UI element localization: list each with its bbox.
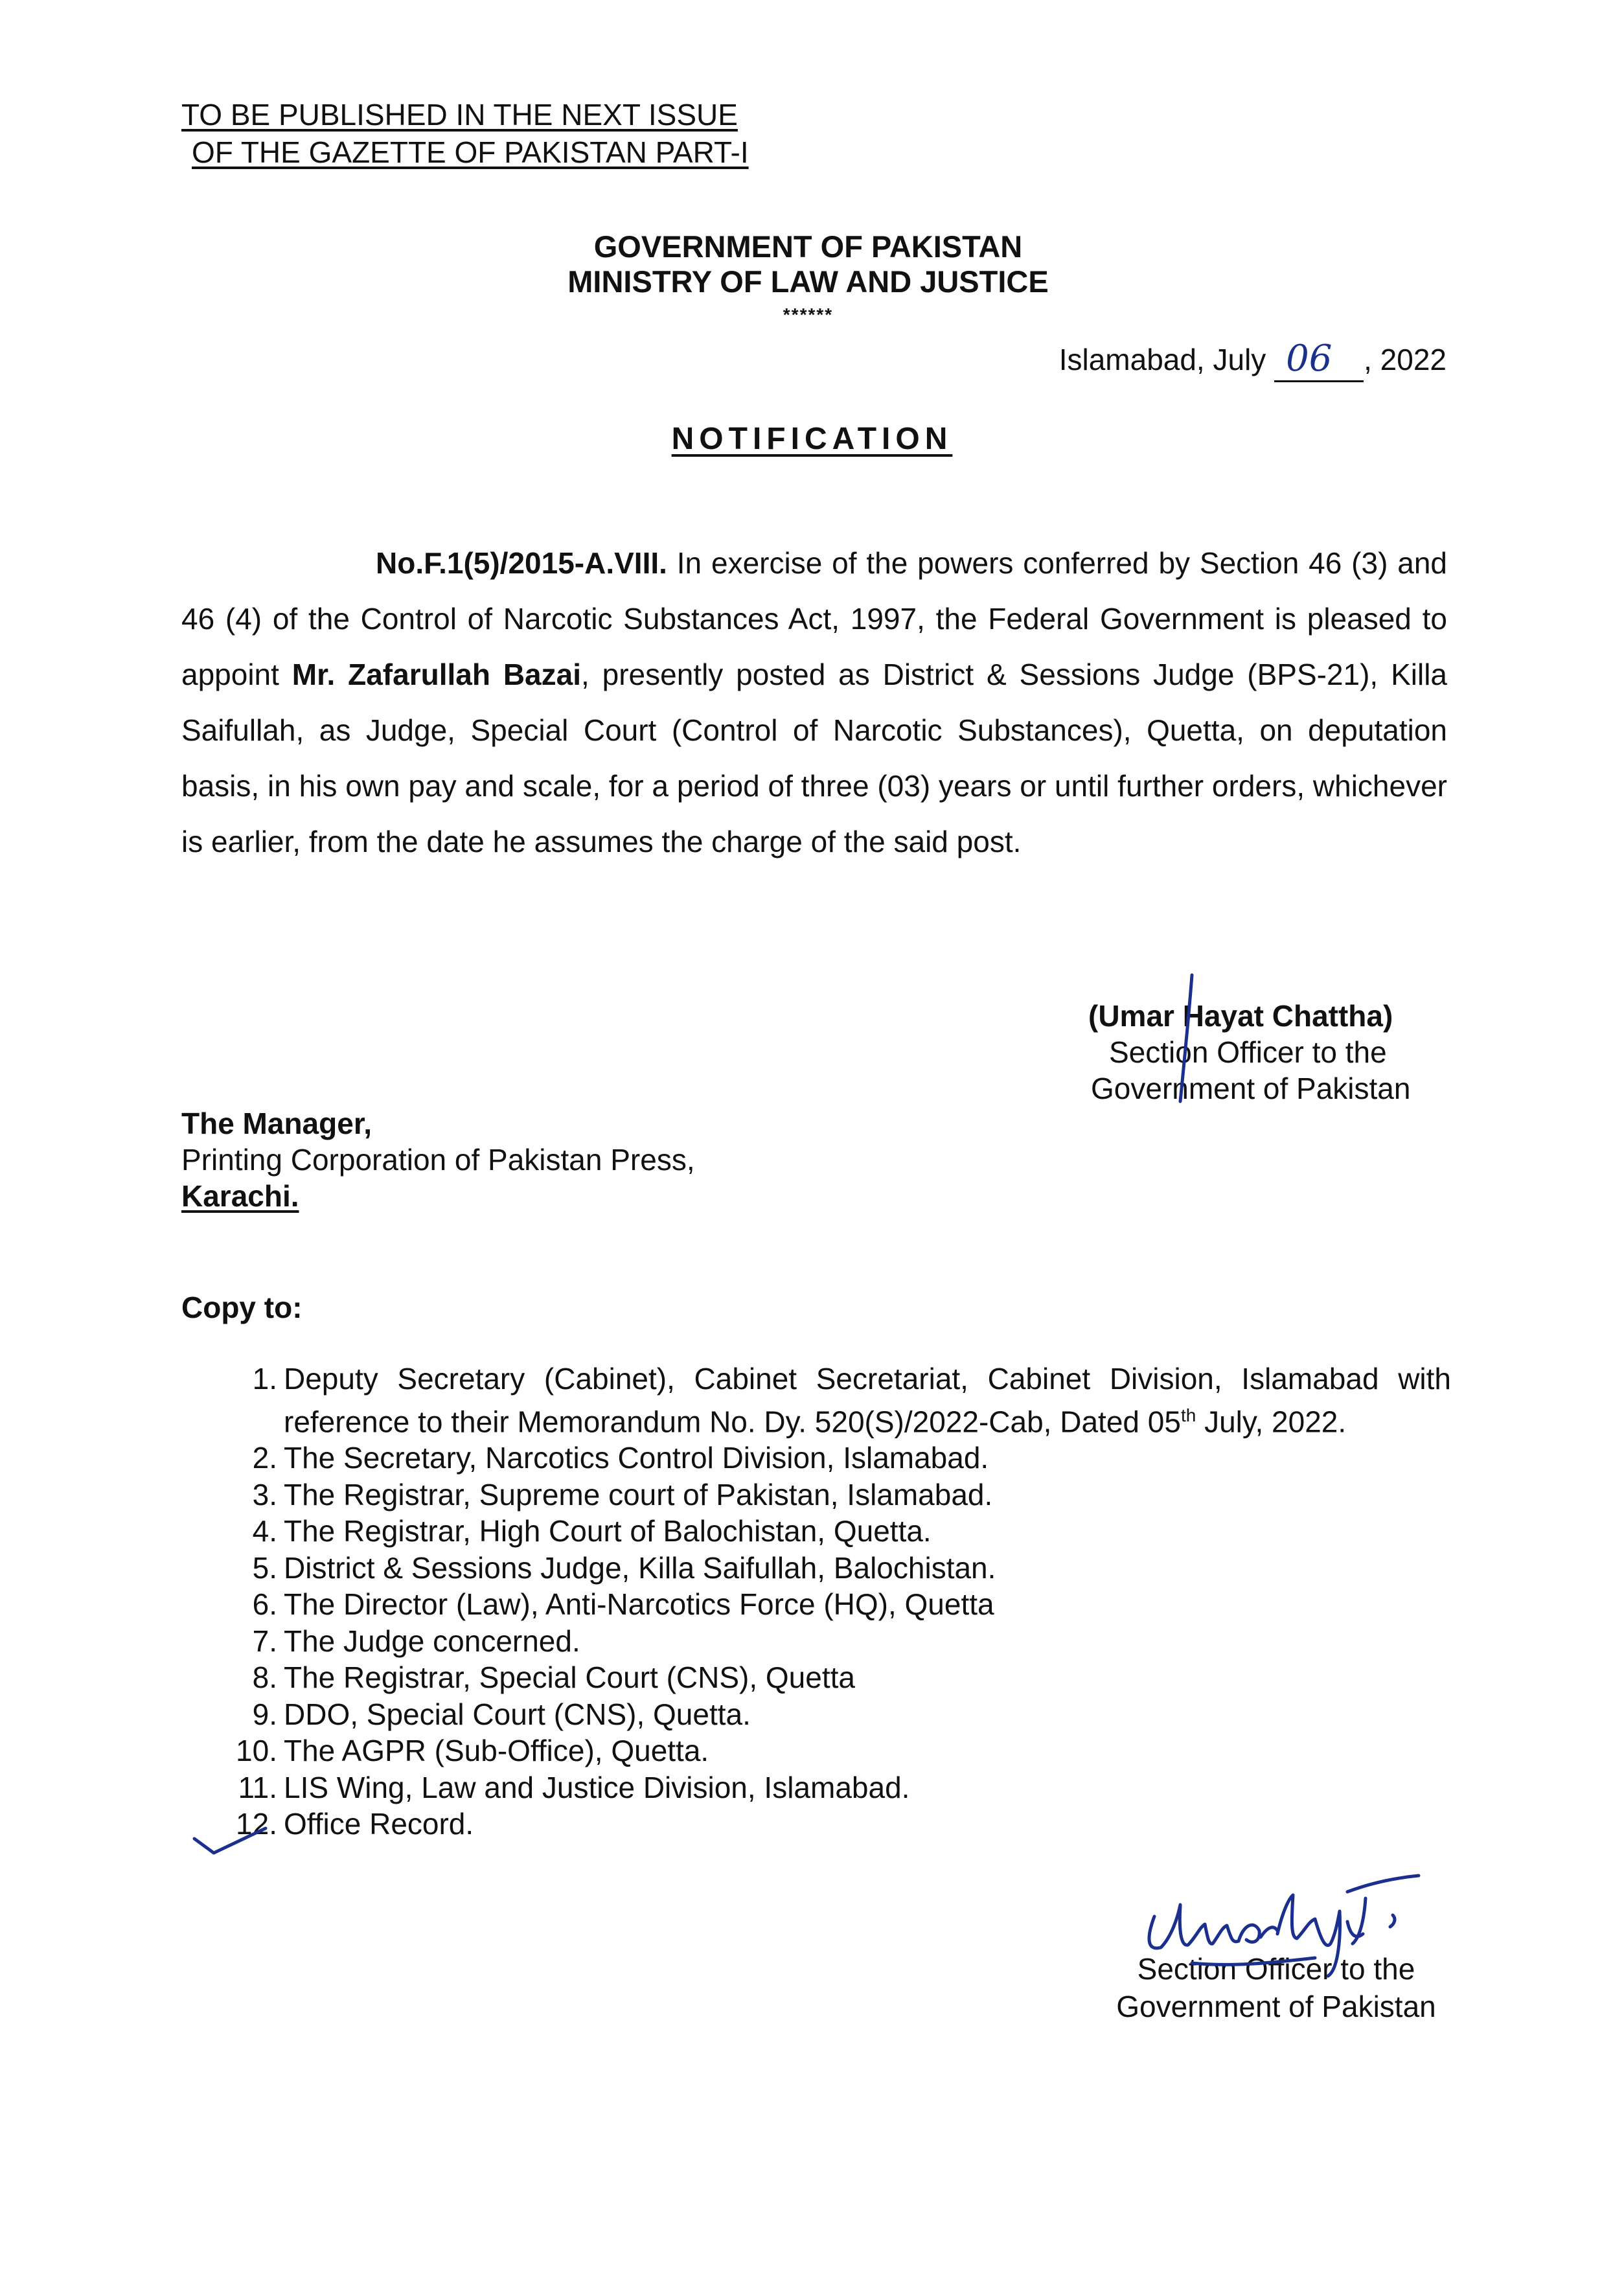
body-text-part2: , presently posted as District & Sessions Judge (BPS-21), Killa Saifullah, as Judge, Special Court (Control of Narcotic Substances), Quetta, on deputation basis, in his own pay and scale, for a period of three (03) years or until further orders, whichever is earlier, from the date he assumes the charge of the said post. xyxy=(181,658,1448,858)
list-item: 4. The Registrar, High Court of Balochistan, Quetta. xyxy=(252,1514,932,1548)
dateline-prefix: Islamabad, July xyxy=(1058,343,1266,376)
final-signature-title-line2: Government of Pakistan xyxy=(1116,1990,1436,2023)
signatory-title-line1: Section Officer to the xyxy=(1109,1035,1387,1069)
dateline-year: , 2022 xyxy=(1364,343,1447,376)
list-item: 1. Deputy Secretary (Cabinet), Cabinet Secretariat, Cabinet Division, Islamabad with reference to their Memorandum No. Dy. 520(S)/2022-Cab, Dated 05th July, 2022. xyxy=(252,1362,1451,1438)
dateline xyxy=(1059,337,1447,382)
notification-title: NOTIFICATION xyxy=(671,422,953,456)
publish-notice-line2: OF THE GAZETTE OF PAKISTAN PART-I xyxy=(192,135,749,169)
reference-number: No.F.1(5)/2015-A.VIII. xyxy=(376,546,667,580)
list-item: 10. The AGPR (Sub-Office), Quetta. xyxy=(236,1734,709,1768)
body-text-part1: In exercise of the powers conferred by Section 46 (3) and 46 (4) of the Control of Narcotic Substances Act, 1997, the Federal Government is pleased to appoint xyxy=(181,546,1447,691)
publish-notice-line1: TO BE PUBLISHED IN THE NEXT ISSUE xyxy=(181,98,738,132)
signatory-block xyxy=(1088,998,1451,1107)
list-item: 12. Office Record. xyxy=(236,1807,474,1841)
copy-to-list xyxy=(220,1361,1451,1843)
appointee-name: Mr. Zafarullah Bazai xyxy=(292,658,581,691)
addressee-city: Karachi. xyxy=(181,1179,299,1213)
handwritten-day: 06 xyxy=(1286,338,1332,380)
list-item: 8. The Registrar, Special Court (CNS), Quetta xyxy=(252,1661,855,1695)
separator-stars: ****** xyxy=(783,305,834,325)
government-heading: GOVERNMENT OF PAKISTAN xyxy=(593,229,1023,264)
list-item: 7. The Judge concerned. xyxy=(252,1624,580,1658)
signatory-title-line2: Government of Pakistan xyxy=(1091,1072,1411,1105)
list-item: 9. DDO, Special Court (CNS), Quetta. xyxy=(252,1697,751,1731)
final-signature-block xyxy=(1082,1950,1470,2025)
date-blank xyxy=(1274,338,1364,382)
list-item: 11. LIS Wing, Law and Justice Division, Islamabad. xyxy=(238,1770,910,1804)
notification-body xyxy=(181,535,1447,869)
addressee-block xyxy=(181,1105,695,1214)
list-item: 2. The Secretary, Narcotics Control Division, Islamabad. xyxy=(252,1441,989,1475)
list-item: 3. The Registrar, Supreme court of Pakistan, Islamabad. xyxy=(252,1477,993,1512)
addressee-line2: Printing Corporation of Pakistan Press, xyxy=(181,1143,695,1177)
list-item: 5. District & Sessions Judge, Killa Saifullah, Balochistan. xyxy=(252,1550,996,1585)
signatory-name: (Umar Hayat Chattha) xyxy=(1088,999,1393,1033)
addressee-line1: The Manager, xyxy=(181,1107,372,1140)
list-item: 6. The Director (Law), Anti-Narcotics Force (HQ), Quetta xyxy=(252,1587,994,1622)
final-signature-title-line1: Section Officer to the xyxy=(1137,1952,1415,1986)
ministry-heading: MINISTRY OF LAW AND JUSTICE xyxy=(567,264,1049,299)
copy-to-heading: Copy to: xyxy=(181,1291,303,1324)
